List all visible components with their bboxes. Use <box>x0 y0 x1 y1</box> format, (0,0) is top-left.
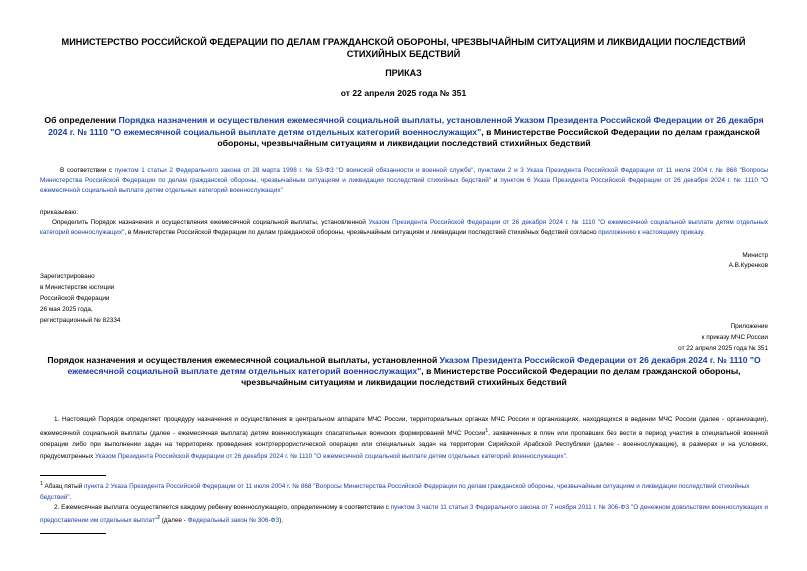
registration-line-4: 26 мая 2025 года, <box>40 306 93 313</box>
preamble-text: и <box>491 177 501 184</box>
order-title-suffix: , в Министерстве Российской Федерации по делам гражданской обороны, чрезвычайным ситуациям и ликвидации последствий стихийных бедствий <box>217 126 760 148</box>
preamble-paragraph <box>40 166 768 196</box>
preamble-text: В соответствии с <box>60 167 115 174</box>
determine-paragraph <box>40 218 768 238</box>
paragraph-2-text: ). <box>279 517 284 525</box>
paragraph-2-text: 2. Ежемесячная выплата осуществляется каждому ребенку военнослужащего, определенному в соответствии с <box>54 504 391 511</box>
order-word: приказываю: <box>40 209 78 216</box>
paragraph-1 <box>40 414 768 462</box>
order-title-link[interactable]: Порядка назначения и осуществления ежемесячной социальной выплаты, установленной Указом Президента Российской Федерации от 26 декабря 2024 г. № 1110 "О ежемесячной социальной выплате детям отдельных категорий военнослужащих" <box>48 115 764 137</box>
footnote-link-decree-868[interactable]: пункта 2 Указа Президента Российской Федерации от 11 июля 2004 г. № 868 "Вопросы Министерства Российской Федерации по делам гражданской обороны, чрезвычайным ситуациям и ликвидации последствий стихийных бедствий" <box>40 483 750 502</box>
paragraph-2-text: (далее - <box>159 517 188 525</box>
order-date-number: от 22 апреля 2025 года № 351 <box>340 88 467 98</box>
footnote-separator <box>40 475 106 476</box>
determine-text: , в Министерстве Российской Федерации по делам гражданской обороны, чрезвычайным ситуациям и ликвидации последствий стихийных бедствий согласно <box>124 229 599 236</box>
preamble-link-law-53[interactable]: пунктом 1 статьи 2 Федерального закона от 28 марта 1998 г. № 53-ФЗ "О воинской обязанности и военной службе" <box>114 167 474 174</box>
appendix-date: от 22 апреля 2025 года № 351 <box>678 345 768 352</box>
signature-name: А.В.Куренков <box>728 262 768 269</box>
preamble-text: , <box>473 167 478 174</box>
appendix-ref: к приказу МЧС России <box>701 334 768 341</box>
paragraph-2-link-law-306-short[interactable]: Федеральный закон № 306-ФЗ <box>187 517 280 525</box>
footnote-1 <box>40 479 768 503</box>
footnote-mark: 1 <box>40 481 43 487</box>
ministry-heading: МИНИСТЕРСТВО РОССИЙСКОЙ ФЕДЕРАЦИИ ПО ДЕЛАМ ГРАЖДАНСКОЙ ОБОРОНЫ, ЧРЕЗВЫЧАЙНЫМ СИТУАЦИЯМ И ЛИКВИДАЦИИ ПОСЛЕДСТВИЙ СТИХИЙНЫХ БЕДСТВИЙ <box>61 37 746 59</box>
registration-line-3: Российской Федерации <box>40 295 110 302</box>
order-heading: ПРИКАЗ <box>385 68 422 78</box>
procedure-title <box>40 355 768 388</box>
paragraph-1-link-decree[interactable]: Указом Президента Российской Федерации от 26 декабря 2024 г. № 1110 "О ежемесячной социальной выплате детям отдельных категорий военнослужащих" <box>94 452 566 460</box>
procedure-title-suffix: , в Министерстве Российской Федерации по делам гражданской обороны, чрезвычайным ситуациям и ликвидации последствий стихийных бедствий <box>241 366 741 387</box>
paragraph-2-link-law-306[interactable]: пунктом 3 части 11 статьи 3 Федерального закона от 7 ноября 2011 г. № 306-ФЗ "О денежном довольствии военнослужащих и предоставлении им отдельных выплат" <box>40 504 769 525</box>
paragraph-1-text: , захваченных в плен или пропавших без вести в период участия в специальной военной операции либо при выполнении задач на территориях проведения контртеррористической операции или специальных задач на территории Сирийской Арабской Республики (далее - военнослужащие), в размерах и на условиях, предусмотренных <box>40 429 768 460</box>
procedure-title-prefix: Порядок назначения и осуществления ежемесячной социальной выплаты, установленной <box>47 355 440 365</box>
determine-text: Определить Порядок назначения и осуществления ежемесячной социальной выплаты, установленной <box>52 219 369 226</box>
footnote-text: . <box>69 494 72 502</box>
footnote-text: Абзац пятый <box>42 483 85 491</box>
preamble-link-decree-868[interactable]: пунктами 2 и 3 Указа Президента Российской Федерации от 11 июля 2004 г. № 868 "Вопросы Министерства Российской Федерации по делам гражданской обороны, чрезвычайным ситуациям и ликвидации последствий стихийных бедствий" <box>40 167 768 184</box>
registration-line-2: в Министерстве юстиции <box>40 284 115 291</box>
appendix-label: Приложение <box>730 323 768 330</box>
order-title <box>44 115 764 150</box>
footnote-ref-1[interactable]: 1 <box>485 427 489 434</box>
registration-line-1: Зарегистрировано <box>40 273 95 280</box>
determine-link-decree[interactable]: Указом Президента Российской Федерации от 26 декабря 2024 г. № 1110 "О ежемесячной социальной выплате детям отдельных категорий военнослужащих" <box>40 219 768 236</box>
determine-text: . <box>702 229 705 236</box>
order-title-prefix: Об определении <box>44 115 119 125</box>
footnote-separator-2 <box>40 533 106 534</box>
paragraph-1-text: . <box>565 452 568 460</box>
paragraph-1-text: 1. Настоящий Порядок определяет процедуру назначения и осуществления в центральном аппарате МЧС России, территориальных органах МЧС России и организациях, находящихся в ведении МЧС России (далее - организации), ежемесячной социальной выплаты (далее - ежемесячная выплата) детям военнослужащих спасательных воинских формирований МЧС России <box>40 416 768 437</box>
registration-line-5: регистрационный № 82334 <box>40 317 121 324</box>
preamble-link-decree-1110[interactable]: пунктом 6 Указа Президента Российской Федерации от 26 декабря 2024 г. № 1110 "О ежемесячной социальной выплате детям отдельных категорий военнослужащих" <box>40 177 768 194</box>
procedure-title-link[interactable]: Указом Президента Российской Федерации от 26 декабря 2024 г. № 1110 "О ежемесячной социальной выплате детям отдельных категорий военнослужащих" <box>67 355 761 376</box>
footnote-ref-2[interactable]: 2 <box>157 515 160 521</box>
appendix-link[interactable]: приложению к настоящему приказу <box>598 229 703 236</box>
paragraph-2 <box>40 502 768 526</box>
signature-position: Министр <box>742 252 768 259</box>
